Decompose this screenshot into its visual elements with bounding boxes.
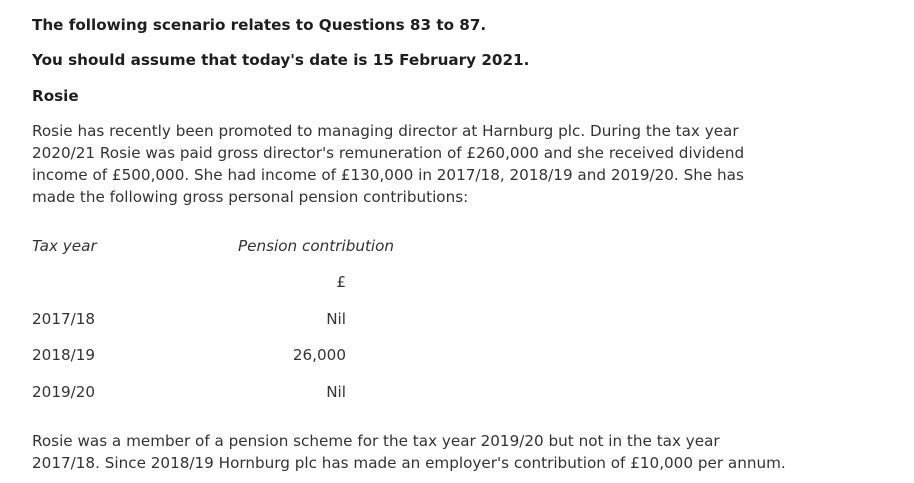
paragraph-line: 2020/21 Rosie was paid gross director's remuneration of £260,000 and she received dividend (32, 144, 745, 162)
scenario-subheading: Rosie (32, 87, 79, 105)
table-row-year: 2018/19 (32, 346, 96, 364)
date-assumption-heading: You should assume that today's date is 15 February 2021. (32, 51, 530, 69)
table-row-amount: Nil (326, 310, 346, 328)
table-header-tax-year: Tax year (32, 237, 97, 255)
table-row-amount: Nil (326, 383, 346, 401)
paragraph-line: income of £500,000. She had income of £130,000 in 2017/18, 2018/19 and 2019/20. She has (32, 166, 744, 184)
table-row-year: 2017/18 (32, 310, 96, 328)
table-header-pension-contribution: Pension contribution (238, 237, 395, 255)
paragraph-line: 2017/18. Since 2018/19 Hornburg plc has made an employer's contribution of £10,000 per annum. (32, 454, 786, 472)
table-row-amount: 26,000 (292, 346, 346, 364)
paragraph-line: made the following gross personal pension contributions: (32, 188, 469, 206)
paragraph-line: Rosie was a member of a pension scheme for the tax year 2019/20 but not in the tax year (32, 432, 720, 450)
scenario-heading: The following scenario relates to Questions 83 to 87. (32, 16, 487, 34)
table-unit-label: £ (336, 273, 346, 291)
table-row-year: 2019/20 (32, 383, 96, 401)
paragraph-line: Rosie has recently been promoted to managing director at Harnburg plc. During the tax year (32, 122, 739, 140)
